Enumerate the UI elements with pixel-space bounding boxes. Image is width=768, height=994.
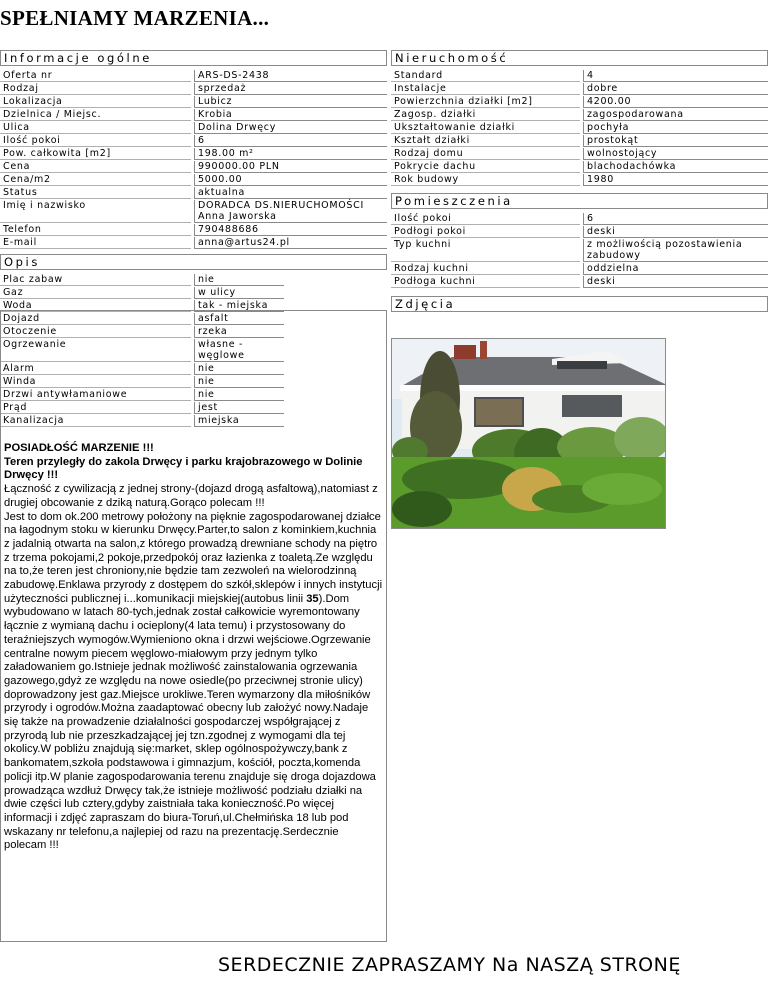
row-value: Krobia	[194, 109, 387, 121]
row-label: Kształt działki	[391, 135, 580, 147]
table-row	[0, 70, 387, 82]
row-label: Drzwi antywłamaniowe	[0, 389, 191, 401]
row-value: asfalt	[194, 313, 284, 325]
row-value: DORADCA DS.NIERUCHOMOŚCI Anna Jaworska	[194, 200, 387, 223]
row-label: Otoczenie	[0, 326, 191, 338]
row-value: 790488686	[194, 224, 387, 236]
row-label: Ulica	[0, 122, 191, 134]
row-value: nie	[194, 389, 284, 401]
table-row	[0, 148, 387, 160]
cell-empty	[284, 274, 387, 286]
row-value: 6	[583, 213, 768, 225]
row-label: Zagosp. działki	[391, 109, 580, 121]
table-row	[391, 96, 768, 108]
row-value: prostokąt	[583, 135, 768, 147]
table-row	[0, 415, 387, 427]
cell-empty	[284, 326, 387, 338]
row-label: Woda	[0, 300, 191, 312]
table-row	[0, 174, 387, 186]
table-row	[391, 226, 768, 238]
row-value: zagospodarowana	[583, 109, 768, 121]
row-value: nie	[194, 376, 284, 388]
row-label: Cena/m2	[0, 174, 191, 186]
row-label: Winda	[0, 376, 191, 388]
row-value: rzeka	[194, 326, 284, 338]
row-value: 6	[194, 135, 387, 147]
row-label: Lokalizacja	[0, 96, 191, 108]
row-label: Gaz	[0, 287, 191, 299]
info-heading: Informacje ogólne	[0, 50, 387, 66]
row-label: Cena	[0, 161, 191, 173]
description-subheadline: Teren przyległy do zakola Drwęcy i parku krajobrazowego w Dolinie Drwęcy !!!	[4, 455, 363, 482]
row-value: 5000.00	[194, 174, 387, 186]
cell-empty	[284, 339, 387, 362]
row-value: jest	[194, 402, 284, 414]
table-row	[0, 287, 387, 299]
row-value: dobre	[583, 83, 768, 95]
table-row	[391, 135, 768, 147]
table-row	[0, 96, 387, 108]
opis-table	[0, 273, 387, 428]
row-value: w ulicy	[194, 287, 284, 299]
row-label: Ilość pokoi	[0, 135, 191, 147]
row-label: Standard	[391, 70, 580, 82]
right-column	[391, 50, 768, 315]
cell-empty	[284, 402, 387, 414]
table-row	[391, 70, 768, 82]
row-label: Instalacje	[391, 83, 580, 95]
table-row	[0, 109, 387, 121]
table-row	[0, 237, 387, 249]
table-row	[0, 363, 387, 375]
row-value: własne - węglowe	[194, 339, 284, 362]
row-label: Podłoga kuchni	[391, 276, 580, 288]
table-row	[0, 326, 387, 338]
row-label: Powierzchnia działki [m2]	[391, 96, 580, 108]
row-value: pochyła	[583, 122, 768, 134]
row-value: anna@artus24.pl	[194, 237, 387, 249]
row-value: blachodachówka	[583, 161, 768, 173]
property-photo[interactable]	[391, 338, 666, 529]
description	[0, 442, 387, 853]
row-label: Prąd	[0, 402, 191, 414]
table-row	[0, 300, 387, 312]
table-row	[0, 313, 387, 325]
row-label: E-mail	[0, 237, 191, 249]
row-label: Dzielnica / Miejsc.	[0, 109, 191, 121]
table-row	[391, 263, 768, 275]
row-label: Plac zabaw	[0, 274, 191, 286]
row-value: 1980	[583, 174, 768, 186]
cell-empty	[284, 287, 387, 299]
row-value: 198.00 m²	[194, 148, 387, 160]
row-value: ARS-DS-2438	[194, 70, 387, 82]
row-label: Podłogi pokoi	[391, 226, 580, 238]
row-value: 4	[583, 70, 768, 82]
house-photo-image	[392, 339, 665, 528]
opis-heading: Opis	[0, 254, 387, 270]
table-row	[0, 402, 387, 414]
cell-empty	[284, 363, 387, 375]
pomieszczenia-table	[391, 212, 768, 289]
nieruchomosc-table	[391, 69, 768, 187]
table-row	[391, 122, 768, 134]
row-label: Kanalizacja	[0, 415, 191, 427]
cell-empty	[284, 313, 387, 325]
row-label: Ilość pokoi	[391, 213, 580, 225]
row-label: Rodzaj domu	[391, 148, 580, 160]
row-value: wolnostojący	[583, 148, 768, 160]
table-row	[0, 389, 387, 401]
description-text-a: Łączność z cywilizacją z jednej strony-(dojazd drogą asfaltową),natomiast z drugiej obcowanie z dziką naturą.Gorąco polecam !!! Jest to dom ok.200 metrowy położony na pięknie zagospodarowanej działce na łagodnym stoku w kierunku Drwęcy.Parter,to salon z kominkiem,kuchnia z jadalnią otwarta na salon,z którego prowadzą drewniane schody na piętro z trzema pokojami,2 pokoje,przedpokój oraz łazienka z toaletą.Ze względu na to,że teren jest chroniony,nie będzie tam zezwoleń na wielorodzinną zabudowę.Enklawa przyrody z dostępem do szkół,sklepów i innych instytucji użyteczności publicznej i...komunikacji miejskiej(autobus linii	[4, 483, 383, 605]
row-label: Ogrzewanie	[0, 339, 191, 362]
table-row	[0, 187, 387, 199]
table-row	[0, 83, 387, 95]
table-row	[391, 148, 768, 160]
row-value: tak - miejska	[194, 300, 284, 312]
table-row	[391, 83, 768, 95]
row-label: Dojazd	[0, 313, 191, 325]
page-title: SPEŁNIAMY MARZENIA...	[0, 6, 270, 30]
row-label: Rodzaj	[0, 83, 191, 95]
info-table	[0, 69, 387, 250]
row-value: nie	[194, 274, 284, 286]
table-row	[0, 339, 387, 362]
table-row	[0, 122, 387, 134]
table-row	[391, 174, 768, 186]
cell-empty	[284, 415, 387, 427]
description-text-b: ).Dom wybudowano w latach 80-tych,jednak został całkowicie wyremontowany łącznie z wymianą dachu i ocieplony(4 lata temu) i przystosowany do teraźniejszych wymogów.Wymieniono okna i drzwi wejściowe.Ogrzewanie centralne nowym piecem węglowo-miałowym przy jednym tylko załadowaniem go.Istnieje jednak możliwość zainstalowania ogrzewania gazowego,gdyż ze względu na nowe osiedle(po przeciwnej stronie ulicy) doprowadzony jest gaz.Miejsce urokliwe.Teren wymarzony dla miłośników przyrody i ogrodów.Można zaadaptować obecny lub założyć nowy.Nadaje się także na prowadzenie działalności gospodarczej współgrającej z przyrodą lub nie przeszkadzającej jej tzn.zgodnej z wymogami dla tej okolicy.W pobliżu znajdują się:market, sklep ogólnospożywczy,bank z bankomatem,szkoła podstawowa i gimnazjum, kościół, poczta,komenda policji itp.W planie zagospodarowania terenu znajduje się droga dojazdowa prowadząca wzdłuż Drwęcy tak,że istnieje możliwość podziału działki na dwie części lub cztery,gdyby zaistniała taka konieczność.Po więcej informacji i zdjęć zapraszam do biura-Toruń,ul.Chełmińska 18 lub pod wskazany nr telefonu,a najlepiej od razu na prezentację.Serdecznie polecam !!!	[4, 592, 376, 852]
description-headline: POSIADŁOŚĆ MARZENIE !!!	[4, 442, 154, 454]
table-row	[391, 239, 768, 262]
pomieszczenia-heading: Pomieszczenia	[391, 193, 768, 209]
row-label: Rodzaj kuchni	[391, 263, 580, 275]
row-value: nie	[194, 363, 284, 375]
row-label: Rok budowy	[391, 174, 580, 186]
table-row	[391, 276, 768, 288]
row-label: Oferta nr	[0, 70, 191, 82]
row-value: Lubicz	[194, 96, 387, 108]
row-value: sprzedaż	[194, 83, 387, 95]
nieruchomosc-heading: Nieruchomość	[391, 50, 768, 66]
row-value: deski	[583, 226, 768, 238]
row-value: oddzielna	[583, 263, 768, 275]
table-row	[0, 135, 387, 147]
cell-empty	[284, 389, 387, 401]
table-row	[0, 224, 387, 236]
row-label: Pow. całkowita [m2]	[0, 148, 191, 160]
row-value: z możliwością pozostawienia zabudowy	[583, 239, 768, 262]
table-row	[391, 161, 768, 173]
footer-invite[interactable]: SERDECZNIE ZAPRASZAMY Na NASZĄ STRONĘ	[218, 954, 681, 976]
row-label: Status	[0, 187, 191, 199]
bus-line-number: 35	[306, 592, 319, 605]
row-value: miejska	[194, 415, 284, 427]
cell-empty	[284, 376, 387, 388]
cell-empty	[284, 300, 387, 312]
table-row	[0, 161, 387, 173]
row-value: Dolina Drwęcy	[194, 122, 387, 134]
row-label: Telefon	[0, 224, 191, 236]
row-value: 990000.00 PLN	[194, 161, 387, 173]
zdjecia-heading: Zdjęcia	[391, 296, 768, 312]
row-label: Ukształtowanie działki	[391, 122, 580, 134]
row-label: Pokrycie dachu	[391, 161, 580, 173]
table-row	[0, 376, 387, 388]
table-row	[0, 274, 387, 286]
row-value: 4200.00	[583, 96, 768, 108]
row-label: Imię i nazwisko	[0, 200, 191, 223]
table-row	[0, 200, 387, 223]
table-row	[391, 213, 768, 225]
left-column	[0, 50, 387, 942]
row-label: Alarm	[0, 363, 191, 375]
row-value: deski	[583, 276, 768, 288]
row-label: Typ kuchni	[391, 239, 580, 262]
table-row	[391, 109, 768, 121]
row-value: aktualna	[194, 187, 387, 199]
